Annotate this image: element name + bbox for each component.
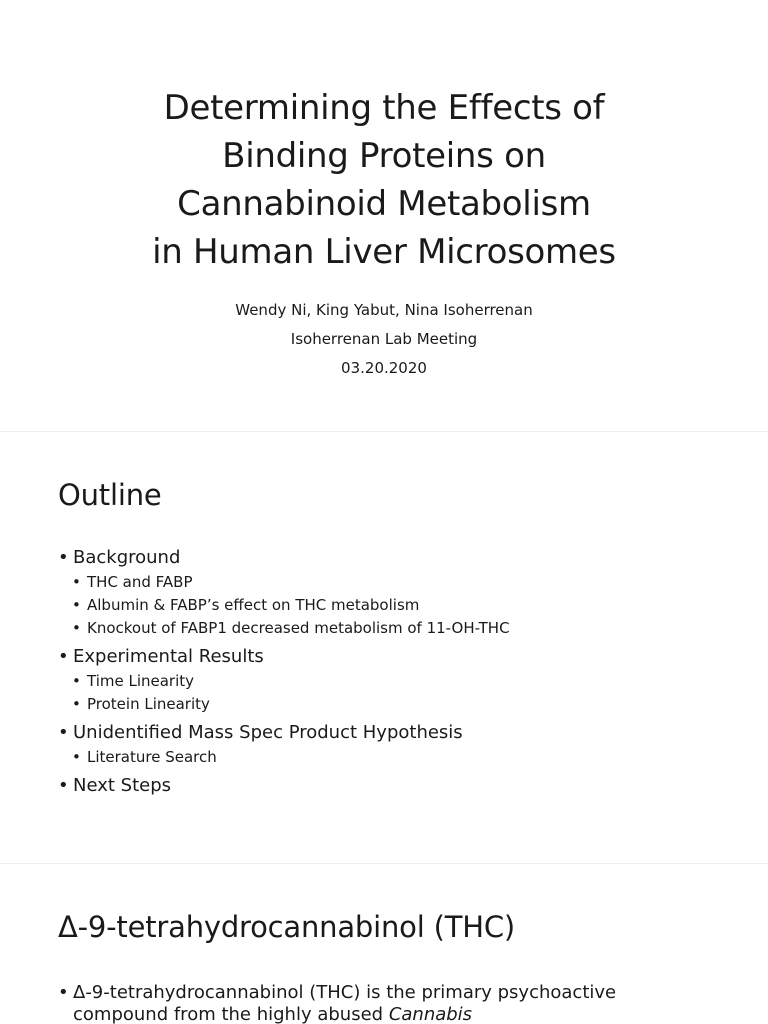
outline-item bbox=[58, 719, 738, 772]
title-line: Binding Proteins on bbox=[222, 136, 546, 176]
meeting-name: Isoherrenan Lab Meeting bbox=[290, 330, 478, 348]
authors: Wendy Ni, King Yabut, Nina Isoherrenan bbox=[235, 301, 533, 319]
thc-bullet-emphasis: Cannabis bbox=[388, 1004, 473, 1024]
outline-heading: Outline bbox=[58, 478, 162, 512]
thc-bullet bbox=[58, 982, 693, 1024]
outline-subitem: • Knockout of FABP1 decreased metabolism of 11-OH-THC bbox=[72, 617, 738, 640]
outline-slide bbox=[0, 432, 768, 864]
outline-subitem: • Protein Linearity bbox=[72, 693, 738, 716]
title-line: Cannabinoid Metabolism bbox=[177, 184, 591, 224]
outline-subitem: • Time Linearity bbox=[72, 670, 738, 693]
outline-item bbox=[58, 643, 738, 719]
outline-item-label: • Background bbox=[58, 544, 738, 571]
slide-subtitle bbox=[0, 296, 768, 383]
outline-item-label: • Experimental Results bbox=[58, 643, 738, 670]
slide-title bbox=[0, 84, 768, 276]
outline-subitem: • THC and FABP bbox=[72, 571, 738, 594]
thc-heading: Δ-9-tetrahydrocannabinol (THC) bbox=[58, 910, 515, 944]
outline-sublist bbox=[58, 746, 738, 772]
outline-subitem: • Literature Search bbox=[72, 746, 738, 769]
thc-slide bbox=[0, 864, 768, 1024]
title-line: in Human Liver Microsomes bbox=[152, 232, 616, 272]
outline-item-label: • Unidentified Mass Spec Product Hypothesis bbox=[58, 719, 738, 746]
thc-bullet-text: Δ-9-tetrahydrocannabinol (THC) is the primary psychoactive compound from the highly abused bbox=[73, 982, 617, 1024]
outline-item-label: • Next Steps bbox=[58, 772, 738, 799]
outline-sublist bbox=[58, 670, 738, 719]
outline-subitem: • Albumin & FABP’s effect on THC metabolism bbox=[72, 594, 738, 617]
outline-sublist bbox=[58, 571, 738, 643]
title-slide bbox=[0, 0, 768, 432]
title-line: Determining the Effects of bbox=[163, 88, 605, 128]
outline-item bbox=[58, 772, 738, 799]
outline-list bbox=[58, 544, 738, 799]
presentation-date: 03.20.2020 bbox=[341, 359, 427, 377]
outline-item bbox=[58, 544, 738, 643]
